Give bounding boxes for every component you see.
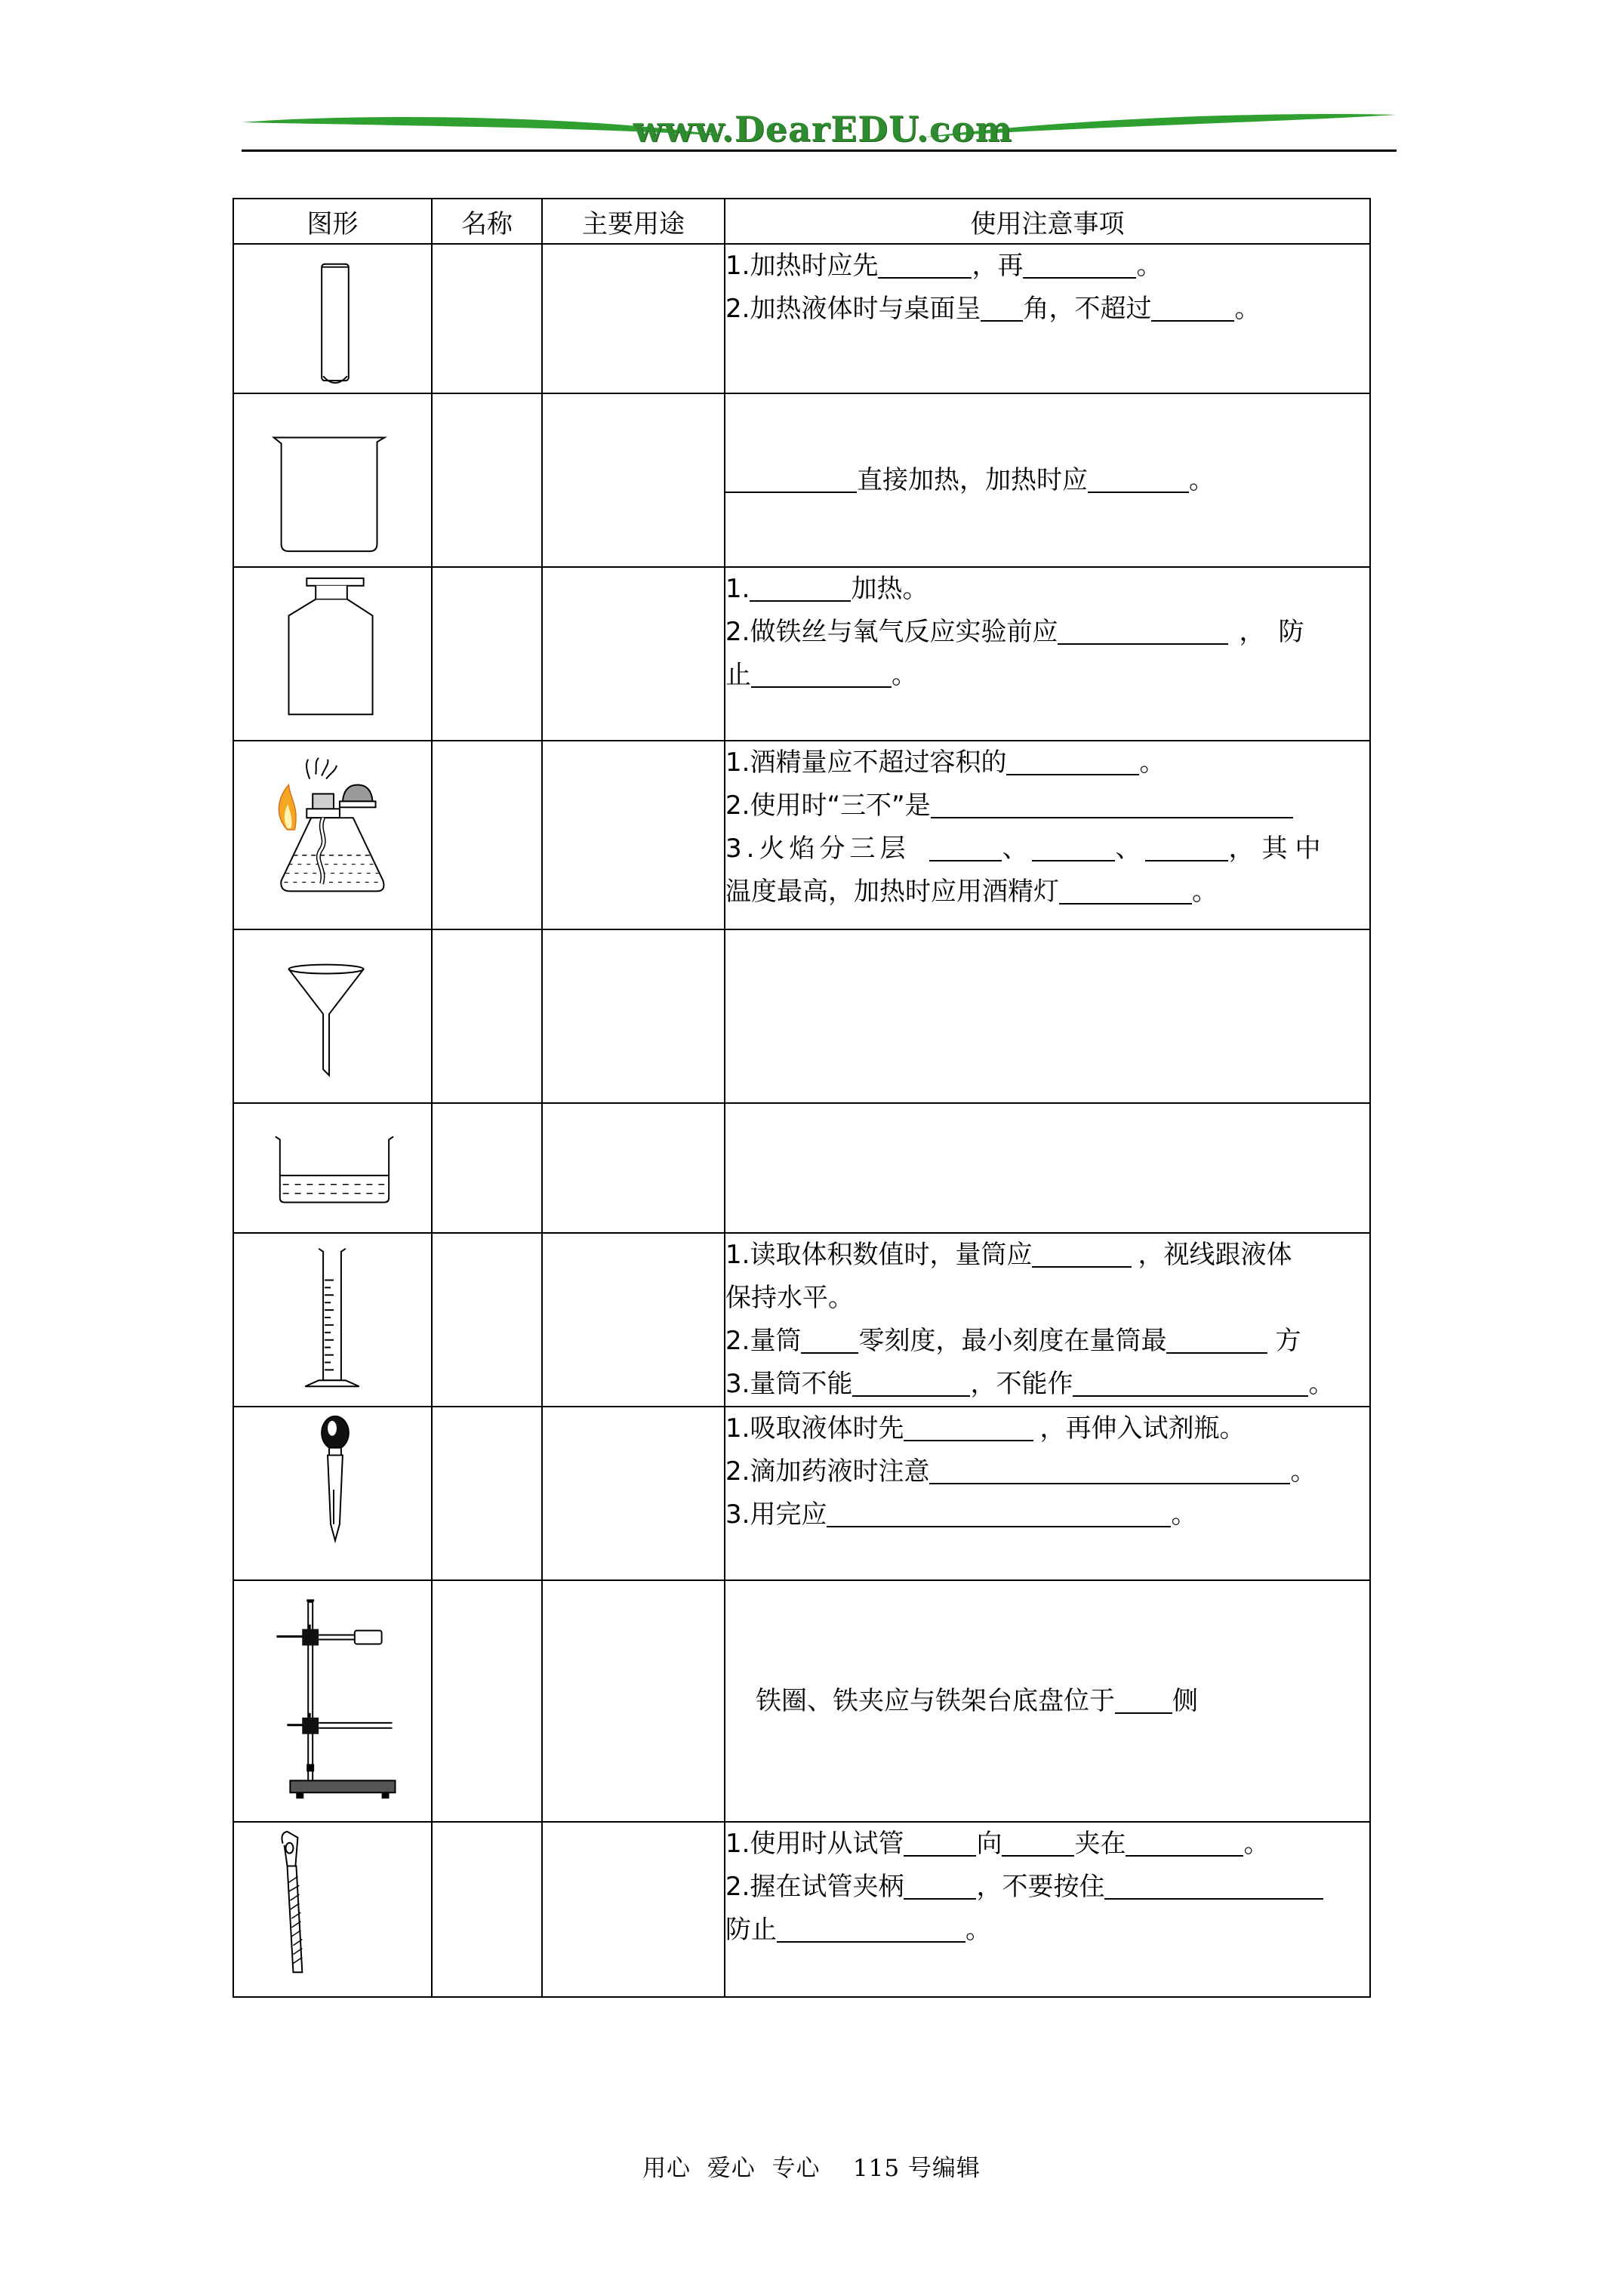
answer-blank[interactable]	[751, 656, 892, 688]
answer-blank[interactable]	[852, 1365, 970, 1397]
shape-cell	[233, 567, 432, 741]
answer-blank[interactable]	[1058, 613, 1228, 645]
header-cell-name: 名称	[432, 199, 542, 244]
answer-blank[interactable]	[1006, 744, 1139, 775]
name-cell[interactable]	[432, 929, 542, 1103]
answer-blank[interactable]	[725, 461, 857, 493]
answer-blank[interactable]	[750, 570, 851, 602]
shape-cell	[233, 1822, 432, 1997]
shape-cell	[233, 1580, 432, 1822]
note-line: 2.滴加药液时注意 。	[725, 1450, 1369, 1493]
water-trough-icon	[234, 1104, 433, 1232]
shape-cell	[233, 929, 432, 1103]
notes-cell[interactable]	[725, 929, 1370, 1103]
answer-blank[interactable]	[929, 830, 1002, 861]
test-tube-holder-icon	[234, 1823, 433, 1996]
notes-cell	[725, 1822, 1370, 1997]
usage-cell[interactable]	[542, 1103, 725, 1233]
notes-cell	[725, 741, 1370, 929]
name-cell[interactable]	[432, 1103, 542, 1233]
beaker-icon	[234, 394, 433, 566]
note-line: 2.使用时“三不”是	[725, 784, 1369, 827]
notes-cell[interactable]	[725, 1103, 1370, 1233]
note-line: 3.量筒不能 ，不能作 。	[725, 1363, 1369, 1406]
notes-cell	[725, 1580, 1370, 1822]
notes-cell	[725, 567, 1370, 741]
answer-blank[interactable]	[904, 1868, 976, 1900]
answer-blank[interactable]	[1023, 247, 1136, 279]
notes-cell	[725, 1233, 1370, 1407]
answer-blank[interactable]	[1002, 1825, 1074, 1857]
name-cell[interactable]	[432, 1822, 542, 1997]
note-line: 3.用完应 。	[725, 1493, 1369, 1536]
usage-cell[interactable]	[542, 1822, 725, 1997]
table-header-row	[233, 199, 1370, 244]
answer-blank[interactable]	[904, 1410, 1033, 1441]
answer-blank[interactable]	[1032, 1236, 1132, 1268]
answer-blank[interactable]	[931, 787, 1293, 818]
note-line: 1.读取体积数值时，量筒应 ，视线跟液体	[725, 1234, 1369, 1277]
note-line: 1.酒精量应不超过容积的 。	[725, 741, 1369, 784]
answer-blank[interactable]	[1145, 830, 1228, 861]
shape-cell	[233, 244, 432, 393]
usage-cell[interactable]	[542, 393, 725, 567]
note-line: 温度最高，加热时应用酒精灯 。	[725, 871, 1369, 914]
table-row	[233, 741, 1370, 929]
answer-blank[interactable]	[1151, 290, 1234, 322]
graduated-cylinder-icon	[234, 1234, 433, 1406]
name-cell[interactable]	[432, 1580, 542, 1822]
table-row	[233, 1407, 1370, 1580]
answer-blank[interactable]	[981, 290, 1023, 322]
site-title: www.DearEDU.com	[633, 109, 1013, 149]
table-row	[233, 1233, 1370, 1407]
test-tube-icon	[234, 245, 433, 393]
name-cell[interactable]	[432, 1233, 542, 1407]
shape-cell	[233, 741, 432, 929]
table-row	[233, 929, 1370, 1103]
note-line: 保持水平。	[725, 1283, 854, 1313]
header-cell-notes: 使用注意事项	[725, 199, 1370, 244]
answer-blank[interactable]	[1166, 1322, 1267, 1354]
table-row	[233, 244, 1370, 393]
notes-cell	[725, 244, 1370, 393]
shape-cell	[233, 1407, 432, 1580]
note-line: 3.火焰分三层 、 、 ，其中	[725, 827, 1369, 871]
gas-collecting-bottle-icon	[234, 568, 433, 740]
shape-cell	[233, 1103, 432, 1233]
usage-cell[interactable]	[542, 741, 725, 929]
answer-blank[interactable]	[1088, 461, 1189, 493]
name-cell[interactable]	[432, 567, 542, 741]
answer-blank[interactable]	[1126, 1825, 1243, 1857]
header-cell-shape: 图形	[233, 199, 432, 244]
note-line: 2.加热液体时与桌面呈 角，不超过 。	[725, 288, 1369, 331]
shape-cell	[233, 1233, 432, 1407]
note-line: 2.握在试管夹柄 ，不要按住	[725, 1866, 1369, 1909]
table-row	[233, 1580, 1370, 1822]
note-line: 铁圈、铁夹应与铁架台底盘位于 侧	[725, 1680, 1369, 1723]
usage-cell[interactable]	[542, 567, 725, 741]
equipment-table	[233, 198, 1371, 1998]
alcohol-lamp-icon	[234, 741, 433, 929]
table-row	[233, 1822, 1370, 1997]
funnel-icon	[234, 930, 433, 1102]
name-cell[interactable]	[432, 741, 542, 929]
page-footer: 用心 爱心 专心 115 号编辑	[642, 2155, 981, 2182]
answer-blank[interactable]	[827, 1496, 1171, 1527]
dropper-icon	[234, 1407, 433, 1579]
note-line: 2.做铁丝与氧气反应实验前应 ，防	[725, 611, 1369, 654]
usage-cell[interactable]	[542, 929, 725, 1103]
usage-cell[interactable]	[542, 1233, 725, 1407]
notes-cell	[725, 1407, 1370, 1580]
header-rule	[242, 149, 1397, 152]
shape-cell	[233, 393, 432, 567]
answer-blank[interactable]	[1032, 830, 1115, 861]
note-line: 直接加热，加热时应 。	[725, 459, 1369, 502]
answer-blank[interactable]	[904, 1825, 976, 1857]
answer-blank[interactable]	[801, 1322, 858, 1354]
answer-blank[interactable]	[1073, 1365, 1308, 1397]
note-line: 1.加热时应先 ，再 。	[725, 245, 1369, 288]
answer-blank[interactable]	[1104, 1868, 1323, 1900]
answer-blank[interactable]	[878, 247, 972, 279]
table-row	[233, 393, 1370, 567]
usage-cell[interactable]	[542, 244, 725, 393]
table-row	[233, 567, 1370, 741]
note-line: 2.量筒 零刻度，最小刻度在量筒最 方	[725, 1320, 1369, 1363]
usage-cell[interactable]	[542, 1407, 725, 1580]
answer-blank[interactable]	[929, 1453, 1290, 1484]
header-cell-usage: 主要用途	[542, 199, 725, 244]
note-line: 1.使用时从试管 向 夹在 。	[725, 1823, 1369, 1866]
note-line: 防止 。	[725, 1909, 1369, 1952]
answer-blank[interactable]	[1059, 873, 1192, 905]
note-line: 1.吸取液体时先 ，再伸入试剂瓶。	[725, 1407, 1369, 1450]
name-cell[interactable]	[432, 393, 542, 567]
iron-stand-icon	[234, 1581, 433, 1821]
name-cell[interactable]	[432, 1407, 542, 1580]
answer-blank[interactable]	[1115, 1682, 1172, 1714]
usage-cell[interactable]	[542, 1580, 725, 1822]
note-line: 止 。	[725, 654, 1369, 697]
name-cell[interactable]	[432, 244, 542, 393]
notes-cell	[725, 393, 1370, 567]
answer-blank[interactable]	[777, 1911, 965, 1943]
table-row	[233, 1103, 1370, 1233]
note-line: 1. 加热。	[725, 568, 1369, 611]
